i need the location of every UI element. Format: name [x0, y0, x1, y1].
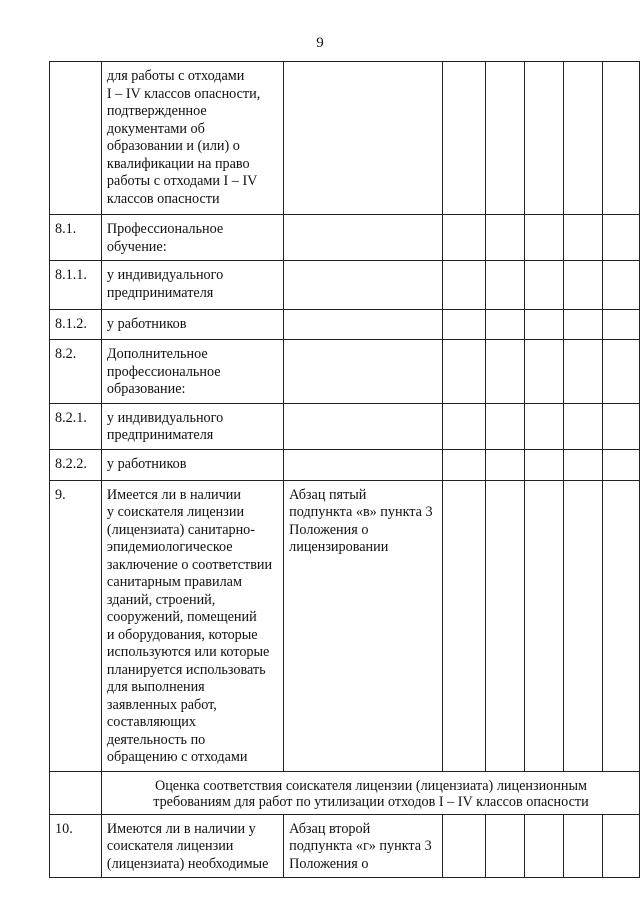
- criterion-line: Имеется ли в наличии: [106, 486, 241, 503]
- criterion-line: у индивидуального: [106, 267, 224, 283]
- no-cell[interactable]: [486, 62, 525, 215]
- criterion-line: для работы с отходами: [106, 68, 245, 84]
- criterion-line: составляющих: [106, 714, 196, 730]
- criterion-line: планируется использовать: [106, 661, 266, 678]
- yes-cell[interactable]: [442, 340, 485, 404]
- table-row: [50, 449, 640, 480]
- criterion-cell: [101, 62, 283, 215]
- criterion-line: у соискателя лицензии: [106, 504, 245, 520]
- criterion-line: у работников: [106, 316, 187, 332]
- notes-cell[interactable]: [602, 261, 639, 310]
- criterion-cell: [101, 310, 283, 340]
- criterion-line: предпринимателя: [106, 427, 214, 443]
- section-summary-line: требованиям для работ по утилизации отходов I – IV классов опасности: [153, 793, 589, 810]
- criterion-line: Профессиональное: [106, 221, 224, 237]
- item-number: 8.2.: [50, 340, 102, 404]
- basis-line: Положения о: [289, 855, 369, 872]
- item-number: 8.1.: [50, 215, 102, 261]
- item-number: [50, 62, 102, 215]
- not-applicable-cell[interactable]: [524, 814, 563, 878]
- yes-cell[interactable]: [442, 310, 485, 340]
- table-row: [50, 62, 640, 215]
- criterion-line: обучение:: [106, 238, 167, 255]
- no-cell[interactable]: [486, 215, 525, 261]
- criterion-line: обращению с отходами: [106, 749, 248, 765]
- criterion-line: подтвержденное: [106, 103, 207, 119]
- criterion-line: классов опасности: [106, 190, 220, 207]
- license-requirements-table: [49, 61, 640, 878]
- summary-number-cell: [50, 771, 102, 814]
- criterion-line: соискателя лицензии: [106, 838, 234, 854]
- not-applicable-cell[interactable]: [524, 403, 563, 449]
- yes-cell[interactable]: [442, 261, 485, 310]
- criterion-line: эпидемиологическое: [106, 539, 233, 555]
- item-number: 8.1.1.: [50, 261, 102, 310]
- criterion-line: у индивидуального: [106, 409, 224, 426]
- not-applicable-cell[interactable]: [524, 62, 563, 215]
- criterion-line: зданий, строений,: [106, 591, 216, 608]
- criterion-line: и оборудования, которые: [106, 626, 258, 643]
- criterion-line: для выполнения: [106, 679, 205, 695]
- notes-cell[interactable]: [602, 814, 639, 878]
- evidence-cell[interactable]: [563, 403, 602, 449]
- basis-cell: [284, 403, 442, 449]
- criterion-line: (лицензиата) необходимые: [106, 855, 269, 872]
- criterion-cell: [101, 449, 283, 480]
- notes-cell[interactable]: [602, 340, 639, 404]
- basis-cell: [284, 340, 442, 404]
- basis-cell: [284, 449, 442, 480]
- not-applicable-cell[interactable]: [524, 340, 563, 404]
- evidence-cell[interactable]: [563, 814, 602, 878]
- basis-cell: [284, 215, 442, 261]
- basis-line: лицензировании: [289, 539, 389, 555]
- yes-cell[interactable]: [442, 403, 485, 449]
- criterion-line: предпринимателя: [106, 284, 214, 301]
- basis-cell: [284, 814, 442, 878]
- notes-cell[interactable]: [602, 62, 639, 215]
- no-cell[interactable]: [486, 340, 525, 404]
- not-applicable-cell[interactable]: [524, 261, 563, 310]
- yes-cell[interactable]: [442, 814, 485, 878]
- criterion-line: квалификации на право: [106, 155, 250, 172]
- notes-cell[interactable]: [602, 215, 639, 261]
- basis-line: Положения о: [289, 521, 369, 538]
- criterion-cell: [101, 480, 283, 771]
- criterion-line: санитарным правилам: [106, 574, 242, 590]
- evidence-cell[interactable]: [563, 340, 602, 404]
- item-number: 8.2.1.: [50, 403, 102, 449]
- section-summary: [101, 771, 639, 814]
- basis-line: Абзац пятый: [289, 486, 367, 503]
- criterion-line: заключение о соответствии: [106, 556, 273, 573]
- criterion-cell: [101, 814, 283, 878]
- criterion-line: Имеются ли в наличии у: [106, 820, 256, 837]
- criterion-line: I – IV классов опасности,: [106, 85, 261, 102]
- basis-line: подпункта «в» пункта 3: [289, 504, 433, 520]
- no-cell[interactable]: [486, 403, 525, 449]
- evidence-cell[interactable]: [563, 310, 602, 340]
- no-cell[interactable]: [486, 449, 525, 480]
- criterion-line: Дополнительное: [106, 346, 208, 362]
- basis-cell: [284, 62, 442, 215]
- criterion-line: образовании и (или) о: [106, 138, 240, 154]
- item-number: 8.1.2.: [50, 310, 102, 340]
- table-row: [50, 403, 640, 449]
- no-cell[interactable]: [486, 261, 525, 310]
- not-applicable-cell[interactable]: [524, 215, 563, 261]
- criterion-cell: [101, 403, 283, 449]
- yes-cell[interactable]: [442, 480, 485, 771]
- table-row: [50, 340, 640, 404]
- not-applicable-cell[interactable]: [524, 449, 563, 480]
- criterion-line: используются или которые: [106, 644, 270, 660]
- criterion-line: документами об: [106, 120, 205, 137]
- evidence-cell[interactable]: [563, 261, 602, 310]
- not-applicable-cell[interactable]: [524, 310, 563, 340]
- notes-cell[interactable]: [602, 449, 639, 480]
- notes-cell[interactable]: [602, 480, 639, 771]
- table-row: [50, 261, 640, 310]
- yes-cell[interactable]: [442, 62, 485, 215]
- basis-line: Абзац второй: [289, 820, 371, 837]
- basis-cell: [284, 261, 442, 310]
- criterion-line: профессиональное: [106, 363, 221, 380]
- criterion-line: (лицензиата) санитарно-: [106, 521, 255, 538]
- criterion-cell: [101, 261, 283, 310]
- no-cell[interactable]: [486, 310, 525, 340]
- basis-line: подпункта «г» пункта 3: [289, 838, 432, 854]
- item-number: 10.: [50, 814, 102, 878]
- criterion-cell: [101, 215, 283, 261]
- notes-cell[interactable]: [602, 403, 639, 449]
- evidence-cell[interactable]: [563, 449, 602, 480]
- basis-cell: [284, 480, 442, 771]
- table-row: [50, 215, 640, 261]
- no-cell[interactable]: [486, 480, 525, 771]
- evidence-cell[interactable]: [563, 215, 602, 261]
- section-summary-row: [50, 771, 640, 814]
- criterion-line: заявленных работ,: [106, 696, 217, 713]
- criterion-line: у работников: [106, 455, 187, 472]
- section-summary-line: Оценка соответствия соискателя лицензии (лицензиата) лицензионным: [154, 777, 587, 794]
- item-number: 8.2.2.: [50, 449, 102, 480]
- evidence-cell[interactable]: [563, 62, 602, 215]
- table-row: [50, 814, 640, 878]
- table-row: [50, 310, 640, 340]
- basis-cell: [284, 310, 442, 340]
- criterion-cell: [101, 340, 283, 404]
- evidence-cell[interactable]: [563, 480, 602, 771]
- criterion-line: образование:: [106, 381, 186, 397]
- no-cell[interactable]: [486, 814, 525, 878]
- criterion-line: работы с отходами I – IV: [106, 173, 258, 189]
- criterion-line: сооружений, помещений: [106, 609, 257, 625]
- notes-cell[interactable]: [602, 310, 639, 340]
- item-number: 9.: [50, 480, 102, 771]
- criterion-line: деятельность по: [106, 731, 206, 748]
- yes-cell[interactable]: [442, 449, 485, 480]
- not-applicable-cell[interactable]: [524, 480, 563, 771]
- yes-cell[interactable]: [442, 215, 485, 261]
- page-number: 9: [316, 35, 324, 51]
- table-row: [50, 480, 640, 771]
